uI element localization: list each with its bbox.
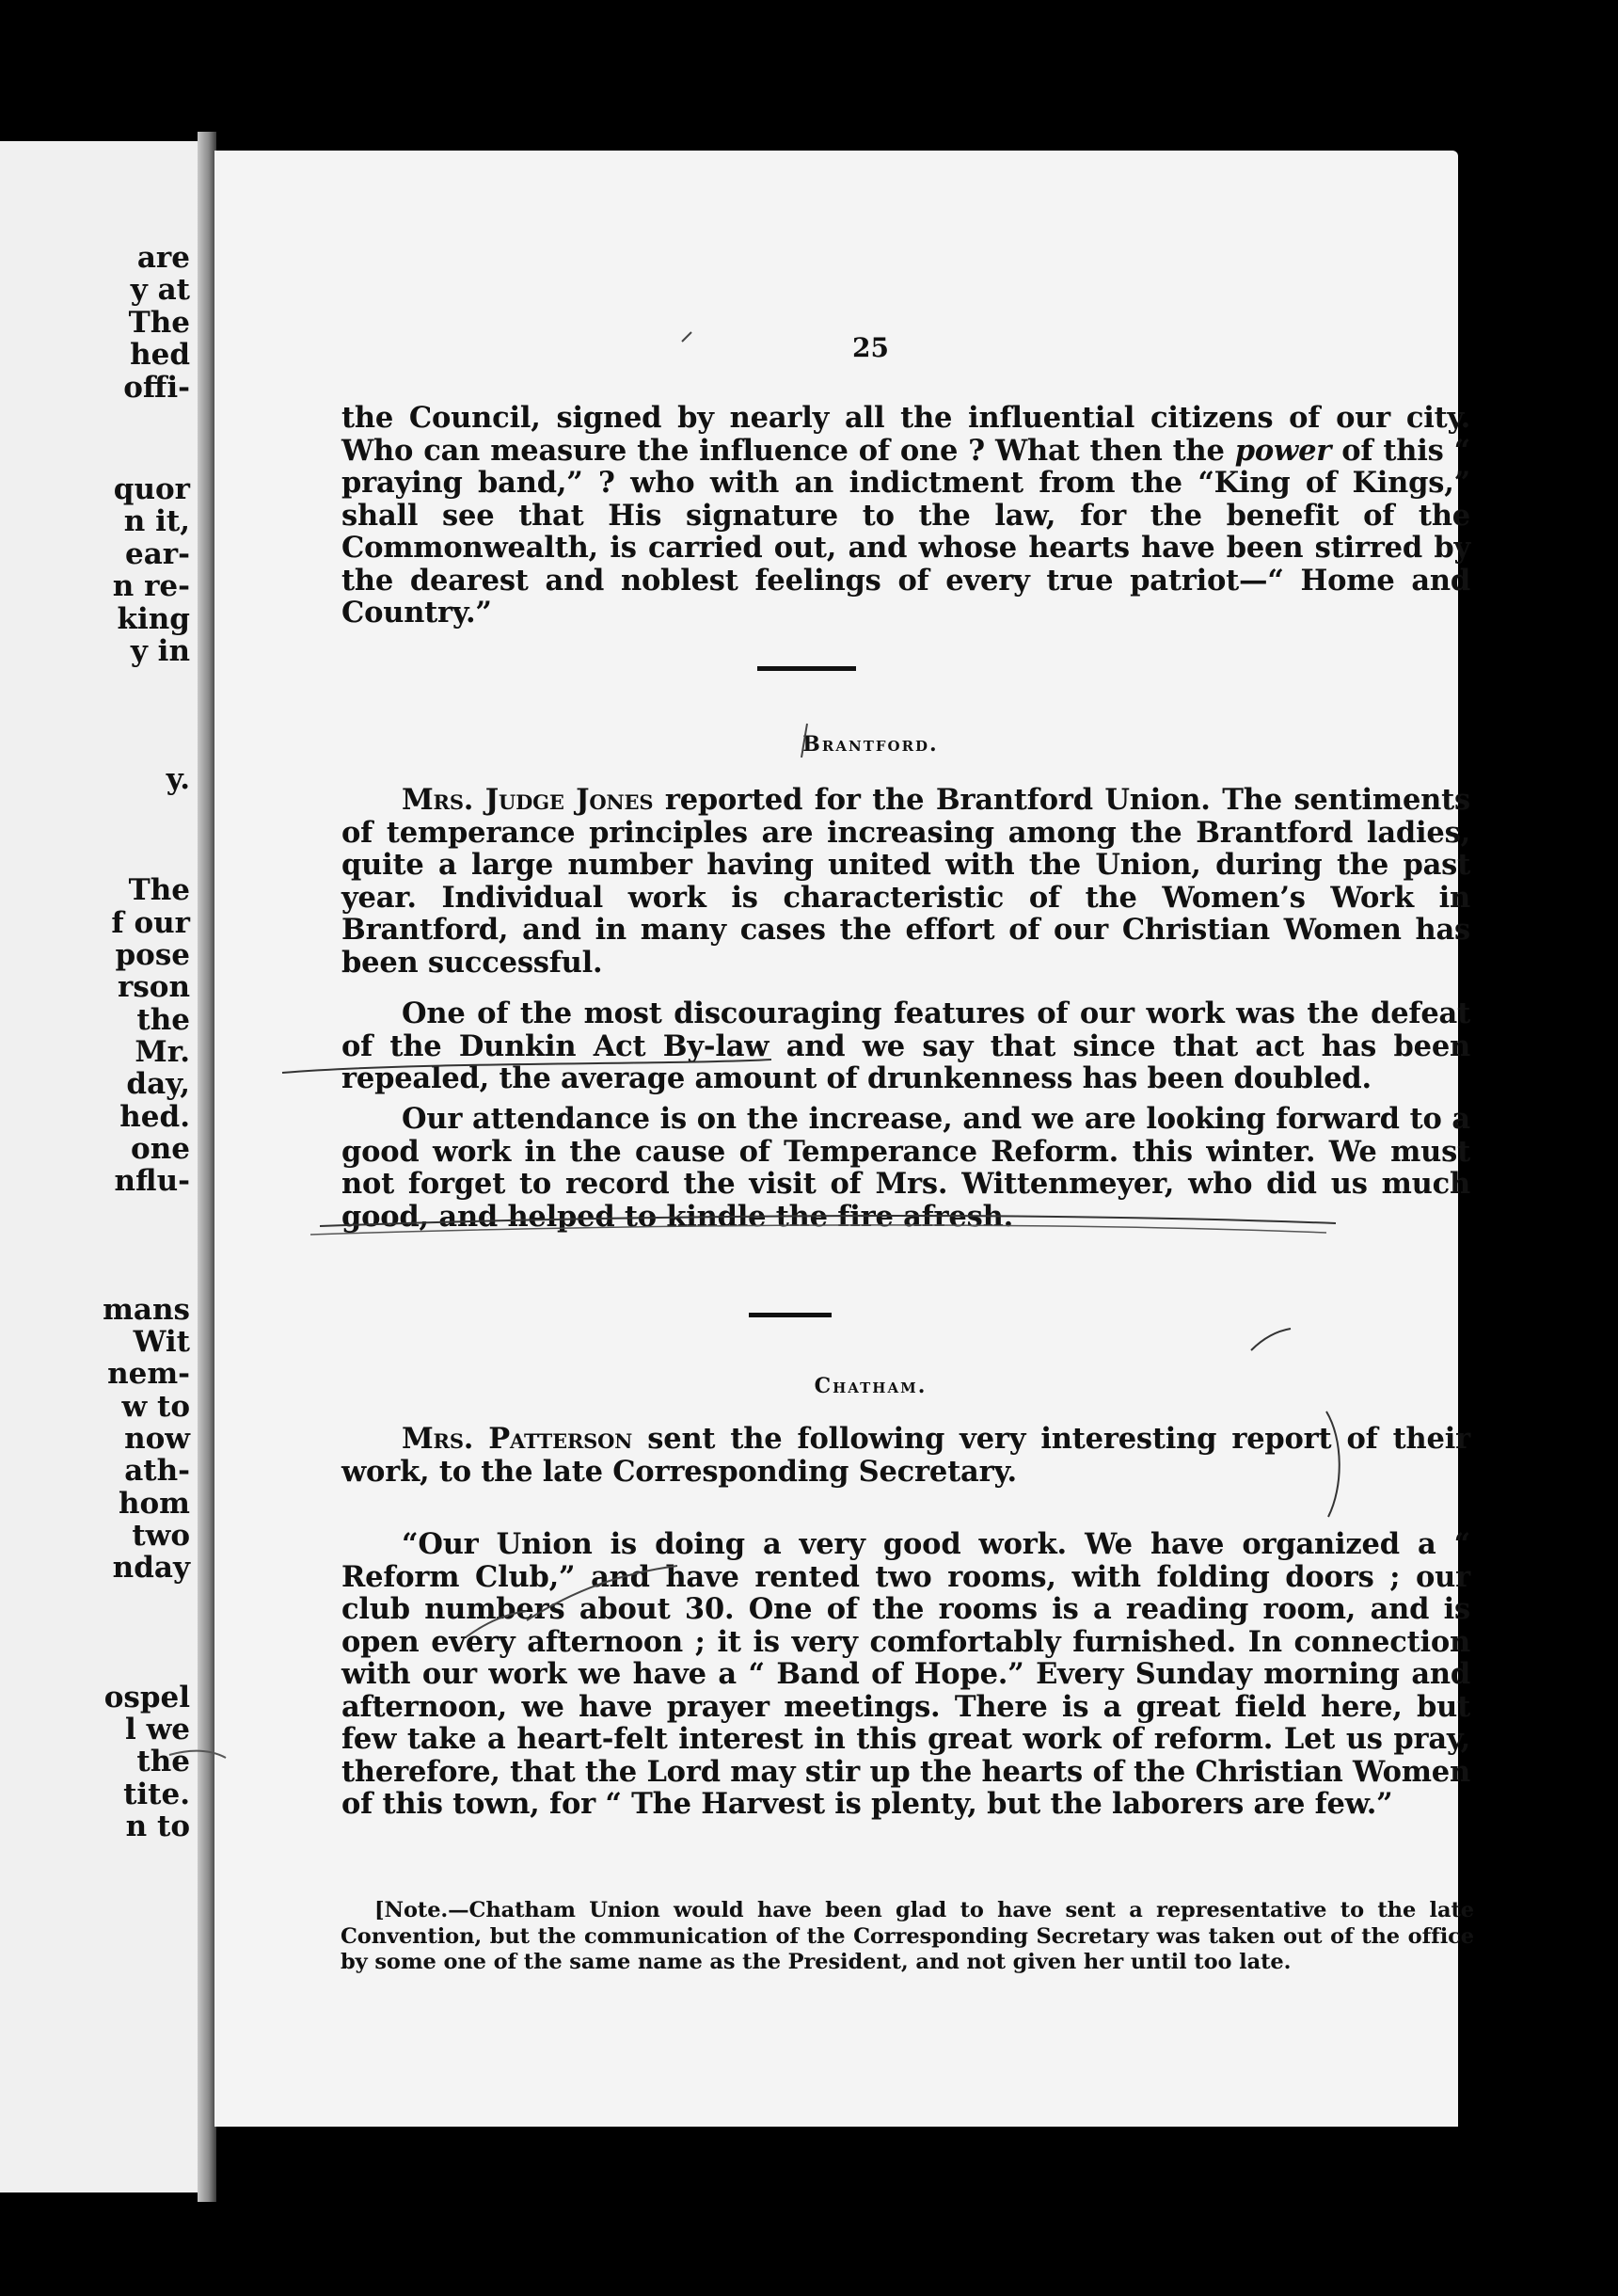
- left-page-line: Mr.: [135, 1035, 190, 1069]
- left-page-line: f our: [111, 906, 190, 940]
- left-page-line: mans: [103, 1293, 190, 1327]
- right-page: [214, 151, 1474, 2127]
- left-page-line: hed.: [119, 1100, 190, 1134]
- left-page-line: offi-: [123, 371, 190, 405]
- left-page-line: day,: [126, 1067, 190, 1101]
- book-gutter: [198, 132, 216, 2202]
- brantford-paragraph-3: Our attendance is on the increase, and we are looking forward to a good work in the cause of Temperance Reform. this winter. We must not forget to record the visit of Mrs. Wittenmeyer, who did us much good, and helped to kindle the fire afresh.: [341, 1102, 1470, 1234]
- left-page-fragment: [0, 141, 198, 2192]
- section-divider: [757, 666, 856, 671]
- page-number: 25: [852, 332, 889, 363]
- intro-text-start: the Council, signed by nearly all the influential citizens of our city. Who can measure the influence of one ? What then the: [341, 401, 1470, 468]
- left-page-line: Wit: [133, 1325, 190, 1359]
- left-page-line: now: [124, 1422, 190, 1456]
- brantford-paragraph-1: [341, 784, 1470, 979]
- left-page-line: l we: [125, 1713, 190, 1746]
- chatham-quote: “Our Union is doing a very good work. We have organized a “ Reform Club,” and have rented two rooms, with folding doors ; our club numbers about 30. One of the rooms is a reading room, and is open every afternoon ; it is very comfortably furnished. In connection with our work we have a “ Band of Hope.” Every Sunday morning and afternoon, we have prayer meetings. There is a great field here, but few take a heart-felt interest in this great work of reform. Let us pray, therefore, that the Lord may stir up the hearts of the Christian Women of this town, for “ The Harvest is plenty, but the laborers are few.”: [341, 1527, 1470, 1821]
- left-page-line: two: [132, 1519, 190, 1553]
- chatham-paragraph-1: [341, 1423, 1470, 1488]
- intro-italic-word: power: [1234, 433, 1332, 468]
- left-page-line: y at: [130, 273, 190, 307]
- left-page-line: The: [128, 306, 190, 340]
- intro-text-end: of this “ praying band,” ? who with an indictment from the “King of Kings,” shall see that His signature to the law, for the benefit of the Commonwealth, is carried out, and whose hearts have been stirred by the dearest and noblest feelings of every true patriot—“ Home and Country.”: [341, 433, 1470, 630]
- left-page-line: pose: [115, 938, 190, 972]
- left-page-line: w to: [121, 1390, 190, 1424]
- left-page-line: the: [136, 1003, 190, 1037]
- left-page-line: ear-: [124, 537, 190, 571]
- left-page-line: the: [136, 1745, 190, 1778]
- left-page-line: hom: [118, 1487, 190, 1521]
- chatham-heading: Chatham.: [814, 1374, 928, 1398]
- brantford-reporter: Mrs. Judge Jones: [402, 783, 654, 817]
- brantford-paragraph-2: One of the most discouraging features of our work was the defeat of the Dunkin Act By-law and we say that since that act has been repealed, the average amount of drunkenness has been doubled.: [341, 997, 1470, 1095]
- intro-paragraph: [341, 402, 1470, 630]
- left-page-line: n re-: [112, 569, 190, 603]
- left-page-line: king: [117, 602, 190, 636]
- chatham-footnote: [Note.—Chatham Union would have been glad to have sent a representative to the late Convention, but the communication of the Corresponding Secretary was taken out of the office by some one of the same name as the President, and not given her until too late.: [341, 1898, 1474, 1974]
- chatham-reporter: Mrs. Patterson: [402, 1422, 633, 1456]
- left-page-line: one: [131, 1132, 190, 1166]
- left-page-line: ath-: [124, 1454, 190, 1488]
- left-page-line: nflu-: [114, 1164, 190, 1198]
- left-page-line: rson: [117, 970, 190, 1004]
- left-page-line: nday: [112, 1551, 190, 1585]
- left-page-line: The: [128, 873, 190, 907]
- left-page-line: hed: [130, 338, 190, 372]
- left-page-line: y.: [166, 762, 190, 796]
- left-page-line: ospel: [103, 1681, 190, 1714]
- section-divider: [749, 1313, 832, 1317]
- left-page-line: n to: [125, 1810, 190, 1843]
- brantford-paragraph-1-text: reported for the Brantford Union. The sentiments of temperance principles are increasing among the Brantford ladies, quite a large number having united with the Union, during the past year. Individual work is characteristic of the Women’s Work in Brantford, and in many cases the effort of our Christian Women has been successful.: [341, 783, 1470, 980]
- left-page-line: nem-: [107, 1357, 190, 1391]
- left-page-line: y in: [130, 634, 190, 668]
- left-page-line: quor: [113, 472, 190, 506]
- left-page-line: n it,: [123, 504, 190, 538]
- chatham-paragraph-1-text: sent the following very interesting report of their work, to the late Corresponding Secretary.: [341, 1422, 1470, 1489]
- brantford-heading: Brantford.: [802, 732, 939, 757]
- left-page-line: are: [136, 241, 190, 275]
- left-page-line: tite.: [123, 1778, 190, 1811]
